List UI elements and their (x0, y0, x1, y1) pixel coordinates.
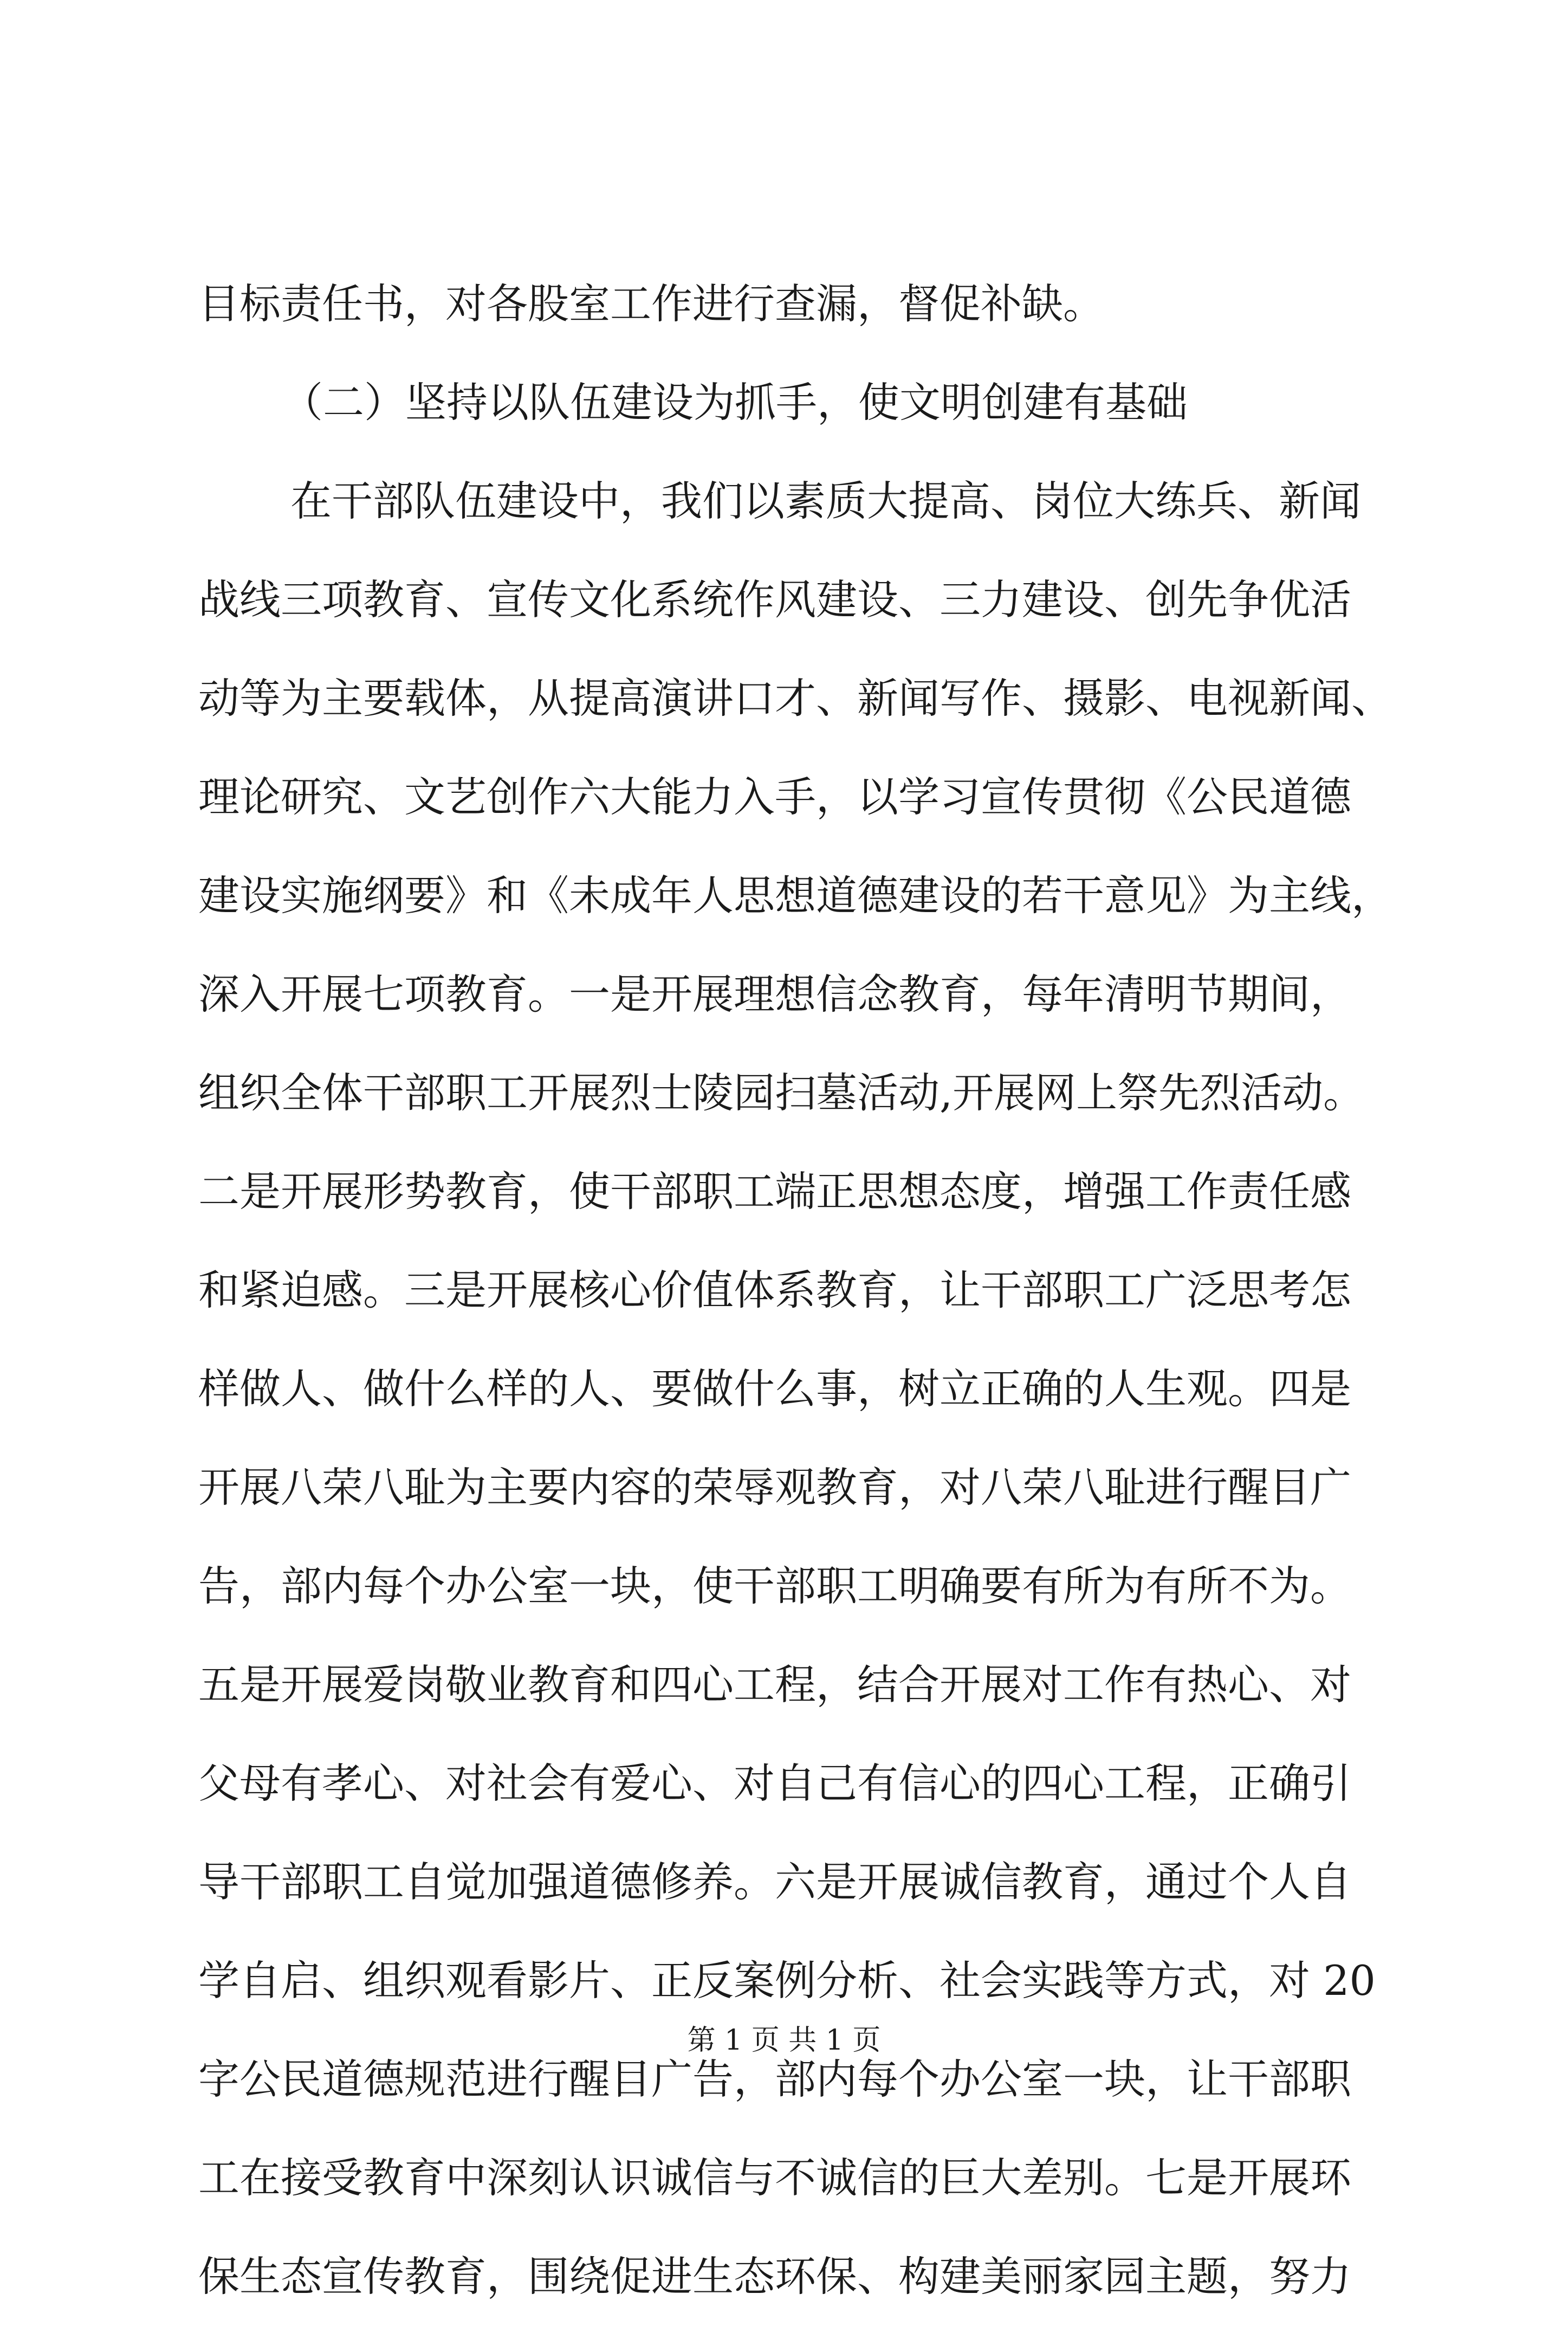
text-line: 战线三项教育、宣传文化系统作风建设、三力建设、创先争优活 (198, 576, 1351, 624)
text-line: 字公民道德规范进行醒目广告，部内每个办公室一块，让干部职 (198, 2055, 1351, 2103)
text-line: 建设实施纲要》和《未成年人思想道德建设的若干意见》为主线， (198, 871, 1392, 920)
text-line: 深入开展七项教育。一是开展理想信念教育，每年清明节期间， (198, 970, 1351, 1018)
text-line: 和紧迫感。三是开展核心价值体系教育，让干部职工广泛思考怎 (198, 1266, 1351, 1314)
text-line: 导干部职工自觉加强道德修养。六是开展诚信教育，通过个人自 (198, 1858, 1351, 1906)
page-footer (0, 2021, 1568, 2059)
text-line: 动等为主要载体，从提高演讲口才、新闻写作、摄影、电视新闻、 (198, 674, 1392, 722)
text-line: 父母有孝心、对社会有爱心、对自己有信心的四心工程，正确引 (198, 1759, 1351, 1807)
text-line: 学自启、组织观看影片、正反案例分析、社会实践等方式，对 20 (198, 1956, 1376, 2005)
text-line: 二是开展形势教育，使干部职工端正思想态度，增强工作责任感 (198, 1167, 1351, 1216)
text-line: 样做人、做什么样的人、要做什么事，树立正确的人生观。四是 (198, 1365, 1351, 1413)
text-line: 组织全体干部职工开展烈士陵园扫墓活动,开展网上祭先烈活动。 (198, 1069, 1365, 1117)
text-line: 工在接受教育中深刻认识诚信与不诚信的巨大差别。七是开展环 (198, 2154, 1351, 2202)
text-line: 告，部内每个办公室一块，使干部职工明确要有所为有所不为。 (198, 1562, 1351, 1610)
text-line: 理论研究、文艺创作六大能力入手，以学习宣传贯彻《公民道德 (198, 773, 1351, 821)
text-line: 在干部队伍建设中，我们以素质大提高、岗位大练兵、新闻 (290, 477, 1361, 525)
text-line: 开展八荣八耻为主要内容的荣辱观教育，对八荣八耻进行醒目广 (198, 1463, 1351, 1511)
page-number: 第 1 页 共 1 页 (687, 2024, 881, 2057)
text-line: 保生态宣传教育，围绕促进生态环保、构建美丽家园主题，努力 (198, 2252, 1351, 2301)
text-line: 五是开展爱岗敬业教育和四心工程，结合开展对工作有热心、对 (198, 1660, 1351, 1709)
body-text (198, 255, 1392, 2326)
text-line: 目标责任书，对各股室工作进行查漏，督促补缺。 (198, 280, 1104, 328)
section-heading: （二）坚持以队伍建设为抓手，使文明创建有基础 (282, 378, 1188, 427)
